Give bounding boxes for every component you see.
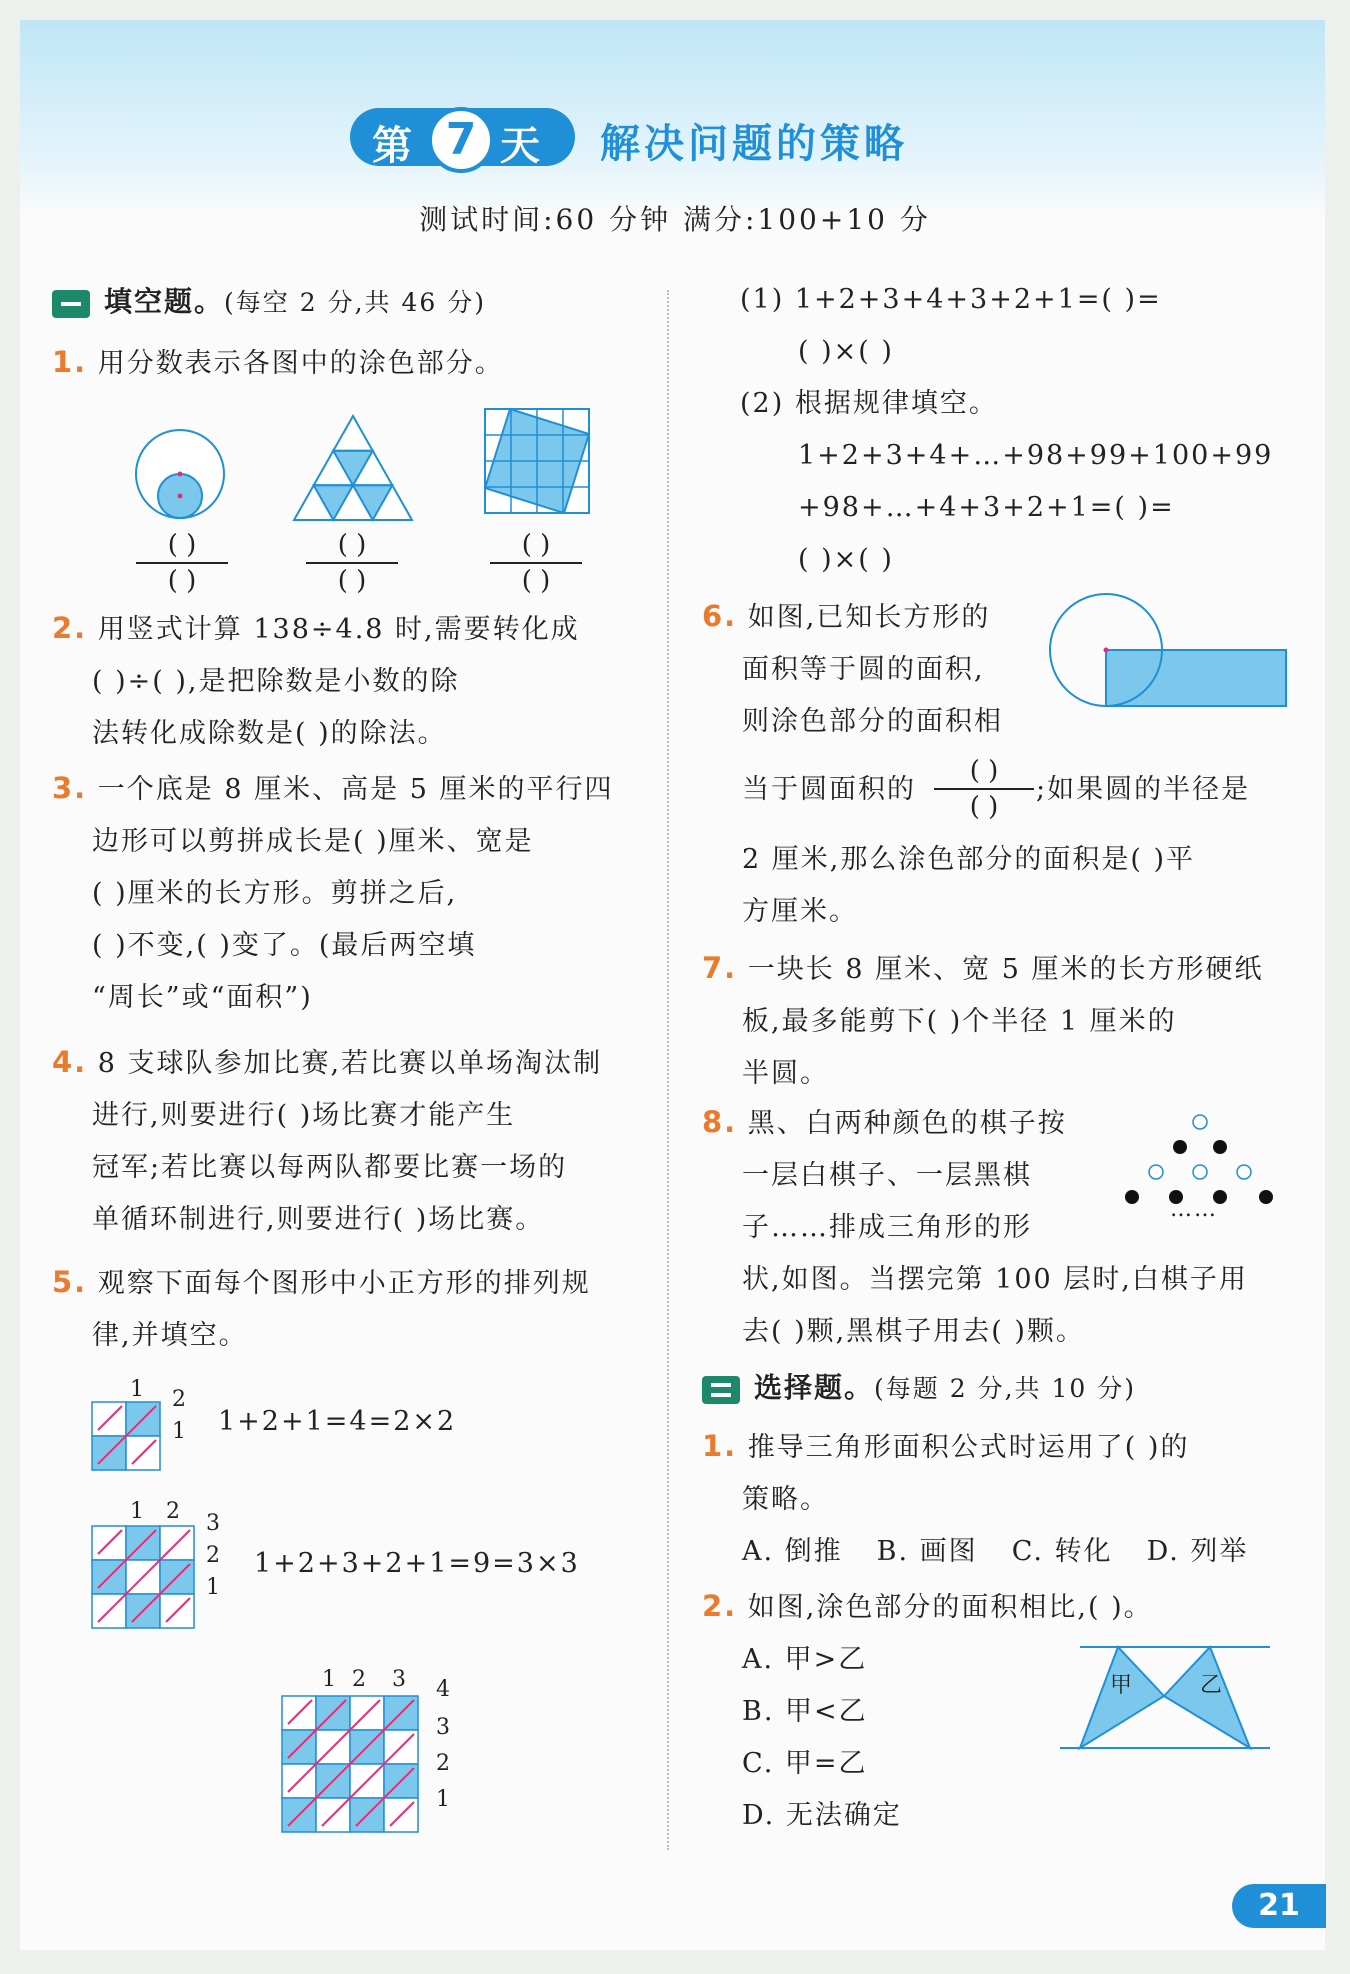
c1-line: 策略。 [742, 1484, 829, 1515]
q7-line: 一块长 8 厘米、宽 5 厘米的长方形硬纸 [747, 954, 1264, 985]
q3-line: ( )厘米的长方形。剪拼之后, [92, 878, 458, 909]
q8-line: 黑、白两种颜色的棋子按 [747, 1108, 1067, 1139]
q2-line: 用竖式计算 138÷4.8 时,需要转化成 [97, 614, 580, 645]
q4-line: 8 支球队参加比赛,若比赛以单场淘汰制 [97, 1048, 603, 1079]
grid4-side-label: 3 [436, 1715, 452, 1740]
q5-number: 5. [52, 1265, 88, 1299]
q7 [702, 942, 1302, 1100]
q6-tail [742, 834, 1302, 938]
q2-line: 法转化成除数是( )的除法。 [92, 718, 447, 749]
square-figure [484, 408, 590, 514]
section1-heading [52, 276, 486, 329]
page-title: 解决问题的策略 [600, 121, 908, 167]
q1-text: 用分数表示各图中的涂色部分。 [97, 348, 504, 379]
option-d[interactable]: D. 无法确定 [742, 1800, 902, 1831]
q2-line: ( )÷( ),是把除数是小数的除 [92, 666, 460, 697]
c1-options [702, 1526, 1302, 1578]
q3-line: 一个底是 8 厘米、高是 5 厘米的平行四 [97, 774, 614, 805]
fraction-numerator: ( ) [521, 530, 551, 560]
q5 [52, 1256, 652, 1362]
q8-number: 8. [702, 1105, 738, 1139]
grid2-side-label: 1 [172, 1419, 188, 1444]
q7-line: 板,最多能剪下( )个半径 1 厘米的 [742, 1006, 1177, 1037]
q8-line: 状,如图。当摆完第 100 层时,白棋子用 [742, 1264, 1248, 1295]
q3-number: 3. [52, 771, 88, 805]
q3-line: ( )不变,( )变了。(最后两空填 [92, 930, 477, 961]
grid3-top-label: 3 [206, 1511, 222, 1536]
circle-rectangle-figure [1050, 594, 1290, 714]
day-badge [350, 108, 575, 169]
section2-badge [702, 1376, 740, 1404]
label-jia: 甲 [1110, 1673, 1135, 1698]
grid3-top-label: 2 [166, 1499, 182, 1524]
section2-title: 选择题。 [754, 1371, 875, 1404]
q5-part1-line: (1) 1+2+3+4+3+2+1=( )= [740, 284, 1162, 315]
q8-line: 一层白棋子、一层黑棋 [742, 1160, 1032, 1191]
q8-line: 子……排成三角形的形 [742, 1212, 1032, 1243]
fraction-numerator: ( ) [337, 530, 367, 560]
q6-text-after: ;如果圆的半径是 [1036, 774, 1251, 805]
q6-text: 当于圆面积的 [742, 774, 916, 805]
q6 [702, 590, 1062, 748]
fraction-blank-2[interactable] [306, 530, 398, 596]
grid3-side-label: 2 [206, 1543, 222, 1568]
option-b[interactable]: B. 画图 [876, 1536, 978, 1567]
section1-badge [52, 290, 90, 318]
fraction-denominator: ( ) [521, 566, 551, 596]
section2-note: (每题 2 分,共 10 分) [874, 1374, 1136, 1403]
q6-fraction-line [742, 764, 916, 816]
grid4-side-label: 2 [436, 1751, 452, 1776]
grid-2x2 [92, 1402, 162, 1472]
fraction-numerator: ( ) [969, 756, 999, 786]
q5-line: 律,并填空。 [92, 1320, 248, 1351]
option-c[interactable]: C. 转化 [1011, 1536, 1113, 1567]
section1-title: 填空题。 [104, 285, 225, 318]
q5-part2-line: ( )×( ) [798, 544, 894, 575]
c1-line: 推导三角形面积公式时运用了( )的 [747, 1432, 1190, 1463]
q8-line: 去( )颗,黑棋子用去( )颗。 [742, 1316, 1085, 1347]
label-yi: 乙 [1200, 1673, 1225, 1698]
q2 [52, 602, 652, 760]
option-a[interactable]: A. 倒推 [742, 1536, 843, 1567]
grid-3x3 [92, 1526, 196, 1630]
grid2-top-label: 1 [130, 1377, 146, 1402]
q4-line: 冠军;若比赛以每两队都要比赛一场的 [92, 1152, 568, 1183]
fraction-blank-1[interactable] [136, 530, 228, 596]
q5-part2 [740, 378, 1320, 586]
grid-equation-1: 1+2+1=4=2×2 [218, 1406, 457, 1437]
q1 [52, 336, 504, 390]
q4 [52, 1036, 652, 1246]
fraction-denominator: ( ) [167, 566, 197, 596]
page-number: 21 [1232, 1884, 1326, 1928]
grid-4x4 [282, 1696, 420, 1834]
q5-part2-line: 1+2+3+4+…+98+99+100+99 [798, 440, 1274, 471]
fraction-denominator: ( ) [969, 792, 999, 822]
fraction-blank-3[interactable] [490, 530, 582, 596]
fraction-numerator: ( ) [167, 530, 197, 560]
bowtie-figure [1060, 1644, 1270, 1754]
q6-number: 6. [702, 599, 738, 633]
grid2-top-label: 2 [172, 1387, 188, 1412]
q4-number: 4. [52, 1045, 88, 1079]
q3-line: “周长”或“面积”) [92, 982, 313, 1013]
grid3-top-label: 1 [130, 1499, 146, 1524]
day-number: 7 [428, 107, 494, 173]
q5-part2-line: (2) 根据规律填空。 [740, 388, 998, 419]
c2-text: 如图,涂色部分的面积相比,( )。 [747, 1592, 1153, 1623]
q3 [52, 762, 652, 1024]
q6-fraction-blank[interactable] [934, 756, 1034, 822]
q7-line: 半圆。 [742, 1058, 829, 1089]
q5-part1-line: ( )×( ) [798, 336, 894, 367]
option-c[interactable]: C. 甲=乙 [742, 1748, 868, 1779]
column-divider [667, 290, 669, 1850]
page-subtitle: 测试时间:60 分钟 满分:100+10 分 [419, 203, 931, 236]
q6-line: 2 厘米,那么涂色部分的面积是( )平 [742, 844, 1195, 875]
grid4-top-label: 3 [392, 1667, 408, 1692]
section2-heading [702, 1362, 1136, 1415]
q2-number: 2. [52, 611, 88, 645]
circle-figure [134, 428, 226, 520]
day-prefix: 第 [372, 123, 412, 169]
grid4-top-label: 1 [322, 1667, 338, 1692]
triangle-figure [292, 414, 414, 522]
grid3-side-label: 1 [206, 1575, 222, 1600]
grid4-top-label: 2 [352, 1667, 368, 1692]
option-d[interactable]: D. 列举 [1146, 1536, 1249, 1567]
grid4-side-label: 1 [436, 1787, 452, 1812]
q6-line: 面积等于圆的面积, [742, 654, 985, 685]
c2-number: 2. [702, 1589, 738, 1623]
q6-line: 则涂色部分的面积相 [742, 706, 1003, 737]
option-b[interactable]: B. 甲<乙 [742, 1696, 868, 1727]
option-a[interactable]: A. 甲>乙 [742, 1644, 868, 1675]
fraction-denominator: ( ) [337, 566, 367, 596]
day-suffix: 天 [500, 123, 540, 169]
chess-ellipsis: …… [1170, 1197, 1218, 1222]
c1-number: 1. [702, 1429, 738, 1463]
choice-1 [702, 1420, 1302, 1578]
q5-part2-line: +98+…+4+3+2+1=( )= [798, 492, 1175, 523]
section1-note: (每空 2 分,共 46 分) [224, 288, 486, 317]
q7-number: 7. [702, 951, 738, 985]
q6-line: 如图,已知长方形的 [747, 602, 991, 633]
grid4-top-label: 4 [436, 1677, 452, 1702]
q5-line: 观察下面每个图形中小正方形的排列规 [97, 1268, 591, 1299]
q3-line: 边形可以剪拼成长是( )厘米、宽是 [92, 826, 534, 857]
q5-part1 [740, 274, 1300, 378]
q4-line: 进行,则要进行( )场比赛才能产生 [92, 1100, 516, 1131]
grid-equation-2: 1+2+3+2+1=9=3×3 [254, 1548, 580, 1579]
q6-line: 方厘米。 [742, 896, 858, 927]
q1-number: 1. [52, 345, 88, 379]
q4-line: 单循环制进行,则要进行( )场比赛。 [92, 1204, 545, 1235]
